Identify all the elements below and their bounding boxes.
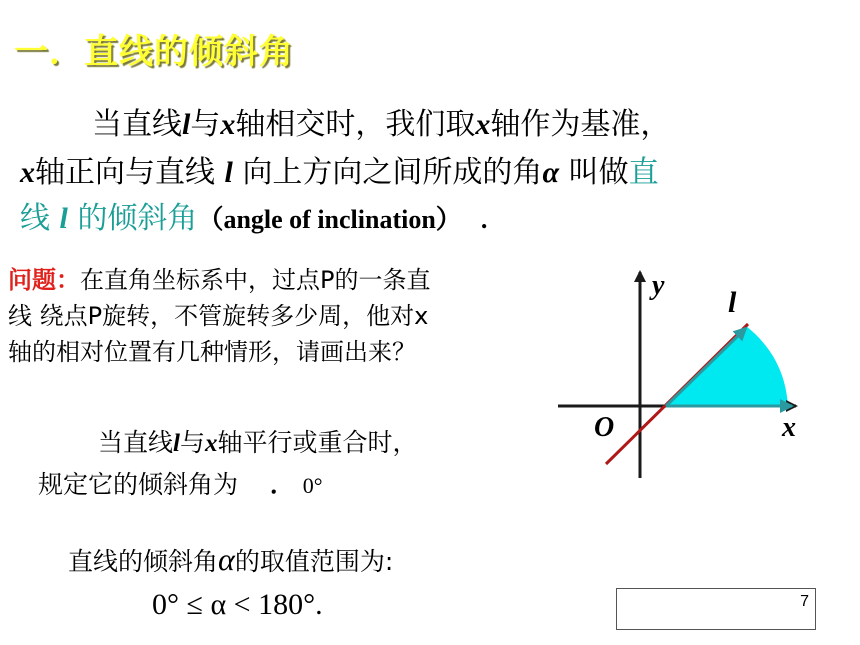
definition-line-3 [20,196,487,243]
x-symbol: x [475,108,491,141]
alpha-symbol: α [542,156,560,189]
x-symbol: x [20,156,35,189]
question-line-2: 线 绕点P旋转，不管旋转多少周，他对x [8,302,429,330]
alpha-symbol: α [218,541,235,577]
origin-label: O [594,412,615,443]
angle-wedge [666,326,788,406]
parallel-text: 规定它的倾斜角为 [38,470,239,499]
def-text: 轴作为基准， [490,107,671,142]
x-symbol: x [204,430,218,457]
definition-line-1 [92,102,670,148]
range-text: 的取值范围为: [234,547,394,576]
def-text: 当直线 [92,107,182,142]
definition-line-2 [20,150,659,196]
slide-title: 一．直线的倾斜角 [14,32,294,72]
parallel-dot: ． [269,470,295,499]
line-symbol: l [173,430,180,457]
question-block [8,262,430,370]
x-axis-label: x [782,412,796,443]
question-text: 在直角坐标系中，过点P的一条直 [80,266,431,294]
def-text: 向上方向之间所成的角 [242,155,543,190]
question-line-3: 轴的相对位置有几种情形，请画出来？ [8,338,416,366]
parallel-text: 当直线 [98,428,174,457]
question-label: 问题： [8,266,80,294]
def-text: 叫做 [568,155,629,190]
line-symbol: l [59,202,68,235]
range-text: 直线的倾斜角 [68,547,219,576]
page-number: 7 [800,593,809,610]
inclination-diagram [548,258,818,488]
line-label: l [728,286,737,319]
y-axis-label: y [652,270,665,301]
english-term: （angle of inclination） [197,205,462,234]
line-symbol: l [224,156,233,189]
term-text: 线 [20,201,50,236]
def-text: 轴相交时，我们取 [235,107,476,142]
range-formula: 0° ≤ α < 180°. [152,588,323,621]
x-symbol: x [220,108,236,141]
parallel-line-2 [38,466,323,505]
page-number-box [616,588,816,630]
range-label [68,540,393,581]
term-text: 直 [628,155,659,190]
def-text: 轴正向与直线 [35,155,215,190]
def-text: 与 [190,107,221,142]
parallel-line-1 [98,424,418,463]
parallel-text: 与 [179,428,205,457]
period: . [480,205,488,234]
term-text: 的倾斜角 [77,201,198,236]
line-symbol: l [182,108,191,141]
zero-degree: 0° [302,473,323,498]
parallel-text: 轴平行或重合时， [217,428,418,457]
question-line-1 [8,262,430,298]
